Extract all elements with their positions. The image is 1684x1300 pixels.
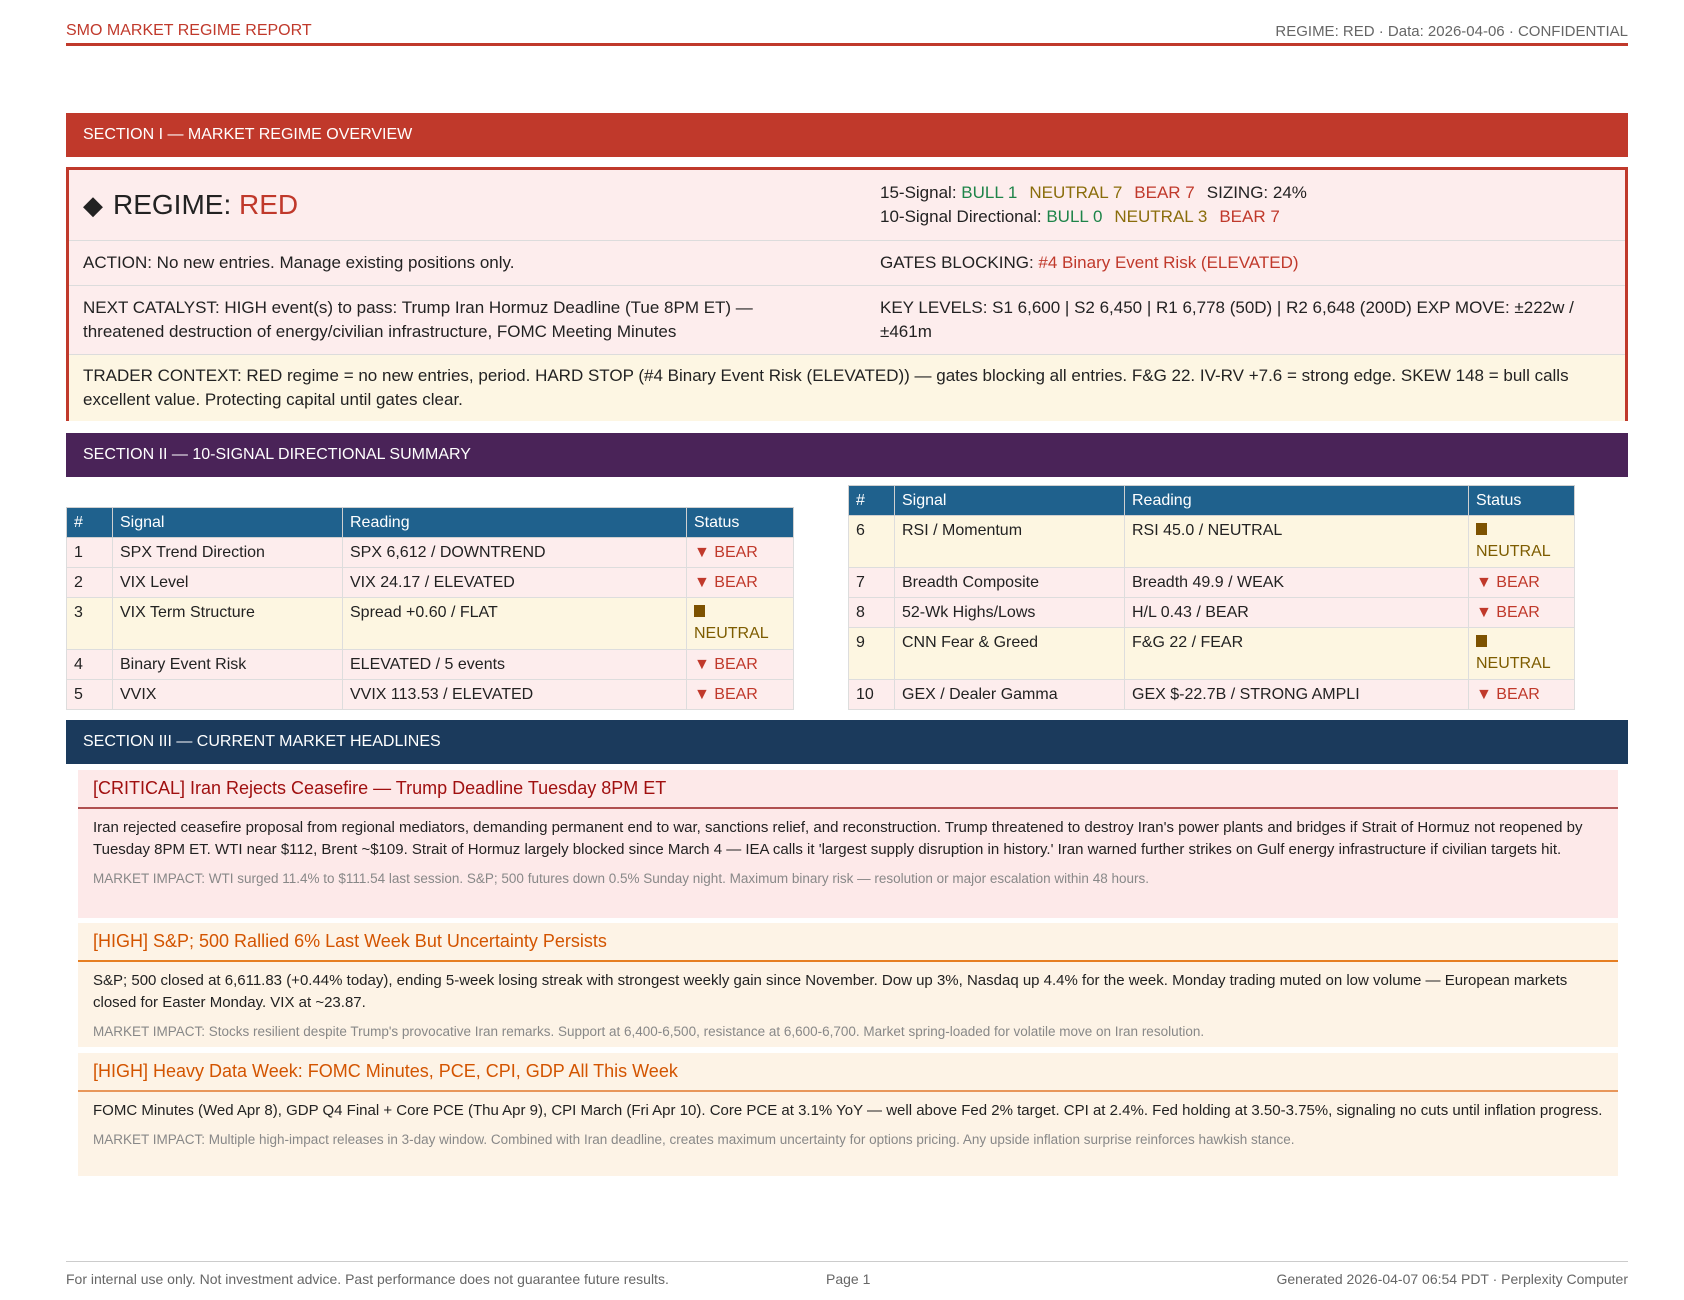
cell-signal: VIX Term Structure <box>113 598 343 650</box>
headline-impact: MARKET IMPACT: Multiple high-impact releases in 3-day window. Combined with Iran deadline, creates maximum uncertainty for options pricing. Any upside inflation surprise reinforces hawkish stance. <box>93 1132 1295 1147</box>
status-label: BEAR <box>714 544 758 561</box>
triangle-down-icon: ▼ <box>694 656 715 673</box>
cell-reading: RSI 45.0 / NEUTRAL <box>1125 516 1469 568</box>
cell-reading: GEX $-22.7B / STRONG AMPLI <box>1125 680 1469 710</box>
table-row <box>849 680 1575 710</box>
footer-generated: Generated 2026-04-07 06:54 PDT · Perplexity Computer <box>1276 1271 1628 1287</box>
next-catalyst: NEXT CATALYST: HIGH event(s) to pass: Trump Iran Hormuz Deadline (Tue 8PM ET) — threatened destruction of energy/civilian infrastructure, FOMC Meeting Minutes <box>83 298 753 341</box>
signal15-bear: BEAR 7 <box>1134 183 1195 202</box>
col-signal: Signal <box>113 508 343 538</box>
cell-signal: Binary Event Risk <box>113 650 343 680</box>
cell-status <box>1469 680 1575 710</box>
headline-card <box>78 1053 1618 1176</box>
diamond-icon: ◆ <box>83 190 103 220</box>
headline-body: Iran rejected ceasefire proposal from regional mediators, demanding permanent end to war, sanctions relief, and reconstruction. Trump threatened to destroy Iran's power plants and bridges if Strait of Hormuz not reopened by Tuesday 8PM ET. WTI near $112, Brent ~$109. Strait of Hormuz largely blocked since March 4 — IEA calls it 'largest supply disruption in history.' Iran warned further strikes on Gulf energy infrastructure if civilian targets hit. <box>93 819 1583 858</box>
headline-card <box>78 770 1618 918</box>
headline-body: S&P; 500 closed at 6,611.83 (+0.44% today), ending 5-week losing streak with strongest weekly gain since November. Dow up 3%, Nasdaq up 4.4% for the week. Monday trading muted on low volume — European markets closed for Easter Monday. VIX at ~23.87. <box>93 972 1568 1011</box>
cell-status <box>687 598 794 650</box>
signals-table-right <box>848 485 1575 710</box>
cell-reading: F&G 22 / FEAR <box>1125 628 1469 680</box>
status-label: NEUTRAL <box>1476 655 1551 672</box>
cell-reading: ELEVATED / 5 events <box>343 650 687 680</box>
col-status: Status <box>1469 486 1575 516</box>
cell-n: 4 <box>67 650 113 680</box>
report-title: SMO MARKET REGIME REPORT <box>66 22 312 39</box>
signal10-bear: BEAR 7 <box>1219 207 1280 226</box>
triangle-down-icon: ▼ <box>694 544 715 561</box>
cell-n: 5 <box>67 680 113 710</box>
triangle-down-icon: ▼ <box>1476 686 1497 703</box>
cell-reading: VIX 24.17 / ELEVATED <box>343 568 687 598</box>
report-header <box>66 20 1628 46</box>
cell-n: 6 <box>849 516 895 568</box>
triangle-down-icon: ▼ <box>1476 604 1497 621</box>
cell-status <box>1469 628 1575 680</box>
table-row <box>849 598 1575 628</box>
col-reading: Reading <box>343 508 687 538</box>
cell-status <box>1469 598 1575 628</box>
regime-heading <box>69 189 880 220</box>
cell-n: 1 <box>67 538 113 568</box>
headline-title: [CRITICAL] Iran Rejects Ceasefire — Trump Deadline Tuesday 8PM ET <box>78 770 1618 809</box>
cell-status <box>1469 516 1575 568</box>
cell-reading: Spread +0.60 / FLAT <box>343 598 687 650</box>
cell-signal: CNN Fear & Greed <box>895 628 1125 680</box>
cell-reading: H/L 0.43 / BEAR <box>1125 598 1469 628</box>
cell-signal: Breadth Composite <box>895 568 1125 598</box>
cell-status <box>687 538 794 568</box>
cell-reading: Breadth 49.9 / WEAK <box>1125 568 1469 598</box>
headline-impact: MARKET IMPACT: WTI surged 11.4% to $111.54 last session. S&P; 500 futures down 0.5% Sunday night. Maximum binary risk — resolution or major escalation within 48 hours. <box>93 871 1149 886</box>
status-label: BEAR <box>714 574 758 591</box>
headline-title: [HIGH] S&P; 500 Rallied 6% Last Week But Uncertainty Persists <box>78 923 1618 962</box>
status-label: BEAR <box>714 686 758 703</box>
key-levels: KEY LEVELS: S1 6,600 | S2 6,450 | R1 6,778 (50D) | R2 6,648 (200D) EXP MOVE: ±222w / ±461m <box>880 298 1574 341</box>
cell-status <box>687 650 794 680</box>
status-label: BEAR <box>1496 574 1540 591</box>
gates-value: #4 Binary Event Risk (ELEVATED) <box>1038 253 1299 272</box>
col-status: Status <box>687 508 794 538</box>
cell-signal: 52-Wk Highs/Lows <box>895 598 1125 628</box>
signals-table-left <box>66 507 794 710</box>
section-1-header: SECTION I — MARKET REGIME OVERVIEW <box>66 113 1628 157</box>
cell-reading: SPX 6,612 / DOWNTREND <box>343 538 687 568</box>
cell-status <box>1469 568 1575 598</box>
triangle-down-icon: ▼ <box>1476 574 1497 591</box>
cell-reading: VVIX 113.53 / ELEVATED <box>343 680 687 710</box>
regime-overview-box <box>66 167 1628 421</box>
regime-value: RED <box>239 189 299 220</box>
cell-status <box>687 568 794 598</box>
table-row <box>849 516 1575 568</box>
section-3-header: SECTION III — CURRENT MARKET HEADLINES <box>66 720 1628 764</box>
table-row <box>849 628 1575 680</box>
cell-signal: RSI / Momentum <box>895 516 1125 568</box>
status-label: NEUTRAL <box>694 625 769 642</box>
cell-status <box>687 680 794 710</box>
square-icon <box>1476 635 1487 647</box>
col-reading: Reading <box>1125 486 1469 516</box>
col-number: # <box>67 508 113 538</box>
square-icon <box>1476 523 1487 535</box>
signal15-neutral: NEUTRAL 7 <box>1029 183 1123 202</box>
footer <box>66 1261 1628 1291</box>
sizing: SIZING: 24% <box>1206 183 1307 202</box>
status-label: BEAR <box>1496 604 1540 621</box>
headline-body: FOMC Minutes (Wed Apr 8), GDP Q4 Final + Core PCE (Thu Apr 9), CPI March (Fri Apr 10). Core PCE at 3.1% YoY — well above Fed 2% target. CPI at 2.4%. Fed holding at 3.50-3.75%, signaling no cuts until inflation progress. <box>93 1102 1603 1119</box>
cell-signal: VVIX <box>113 680 343 710</box>
table-row <box>849 568 1575 598</box>
col-signal: Signal <box>895 486 1125 516</box>
table-row <box>67 650 794 680</box>
cell-n: 3 <box>67 598 113 650</box>
signal10-label: 10-Signal Directional: <box>880 207 1042 226</box>
headline-card <box>78 923 1618 1047</box>
cell-signal: SPX Trend Direction <box>113 538 343 568</box>
cell-signal: GEX / Dealer Gamma <box>895 680 1125 710</box>
action-text: ACTION: No new entries. Manage existing positions only. <box>83 253 515 272</box>
footer-disclaimer: For internal use only. Not investment advice. Past performance does not guarantee future results. <box>66 1271 669 1287</box>
report-meta: REGIME: RED · Data: 2026-04-06 · CONFIDENTIAL <box>1275 23 1628 40</box>
cell-n: 2 <box>67 568 113 598</box>
table-row <box>67 538 794 568</box>
status-label: NEUTRAL <box>1476 543 1551 560</box>
triangle-down-icon: ▼ <box>694 574 715 591</box>
table-row <box>67 598 794 650</box>
signal10-bull: BULL 0 <box>1046 207 1103 226</box>
headline-title: [HIGH] Heavy Data Week: FOMC Minutes, PCE, CPI, GDP All This Week <box>78 1053 1618 1092</box>
section-2-header: SECTION II — 10-SIGNAL DIRECTIONAL SUMMARY <box>66 433 1628 477</box>
signal10-neutral: NEUTRAL 3 <box>1114 207 1208 226</box>
signal15-bull: BULL 1 <box>961 183 1018 202</box>
status-label: BEAR <box>1496 686 1540 703</box>
table-row <box>67 680 794 710</box>
cell-n: 10 <box>849 680 895 710</box>
gates-blocking <box>880 251 1625 275</box>
table-row <box>67 568 794 598</box>
triangle-down-icon: ▼ <box>694 686 715 703</box>
col-number: # <box>849 486 895 516</box>
regime-label: REGIME: <box>113 189 232 220</box>
gates-label: GATES BLOCKING: <box>880 253 1034 272</box>
trader-context: TRADER CONTEXT: RED regime = no new entries, period. HARD STOP (#4 Binary Event Risk (ELEVATED)) — gates blocking all entries. F&G 22. IV-RV +7.6 = strong edge. SKEW 148 = bull calls excellent value. Protecting capital until gates clear. <box>69 355 1625 421</box>
footer-page: Page 1 <box>826 1271 871 1287</box>
cell-signal: VIX Level <box>113 568 343 598</box>
square-icon <box>694 605 705 617</box>
signal-counts <box>880 181 1625 229</box>
headline-impact: MARKET IMPACT: Stocks resilient despite Trump's provocative Iran remarks. Support at 6,400-6,500, resistance at 6,600-6,700. Market spring-loaded for volatile move on Iran resolution. <box>93 1024 1205 1039</box>
cell-n: 9 <box>849 628 895 680</box>
cell-n: 8 <box>849 598 895 628</box>
status-label: BEAR <box>714 656 758 673</box>
signal15-label: 15-Signal: <box>880 183 957 202</box>
cell-n: 7 <box>849 568 895 598</box>
